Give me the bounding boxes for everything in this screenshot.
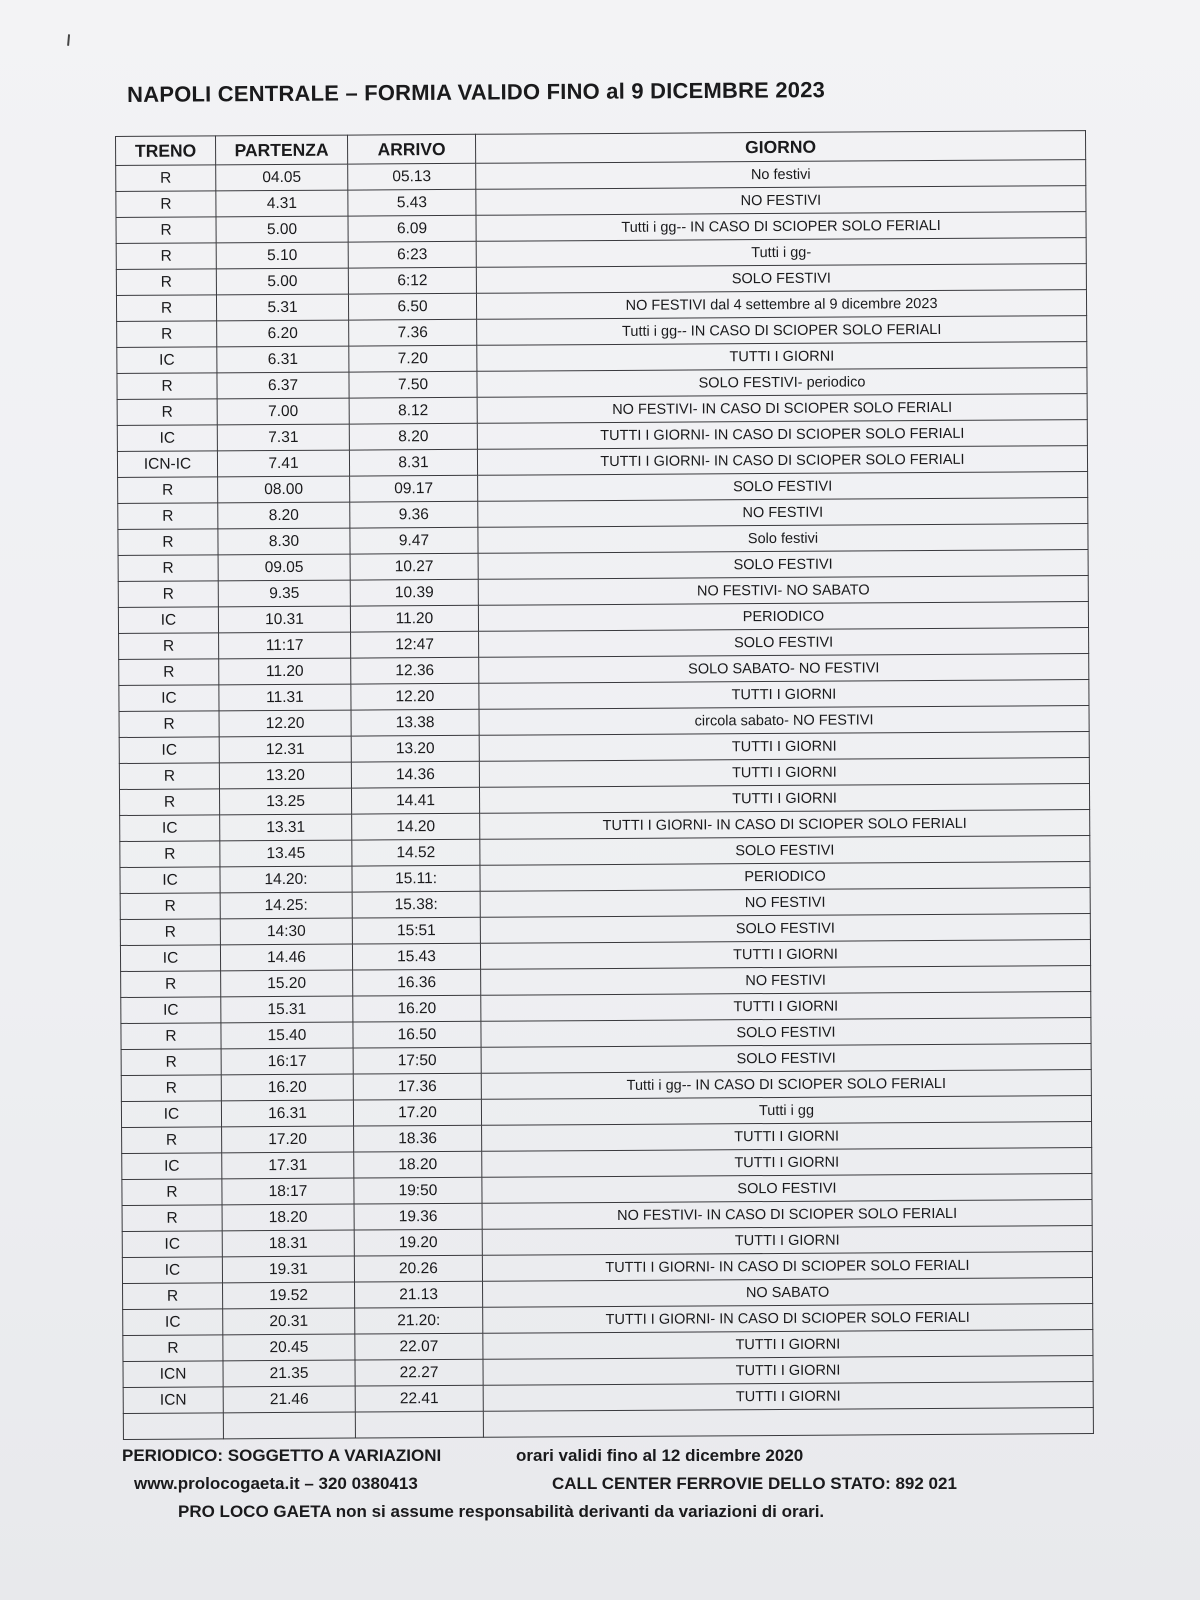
cell-treno: IC bbox=[122, 1231, 222, 1258]
cell-giorno: No festivi bbox=[476, 160, 1086, 190]
cell-treno: IC bbox=[120, 815, 220, 842]
cell-treno: R bbox=[116, 191, 216, 218]
cell-arrivo: 05.13 bbox=[348, 163, 476, 190]
cell-partenza: 14:30 bbox=[220, 918, 352, 945]
cell-treno: R bbox=[120, 919, 220, 946]
cell-treno: R bbox=[118, 529, 218, 556]
cell-arrivo: 5.43 bbox=[348, 189, 476, 216]
cell-partenza: 5.00 bbox=[216, 268, 348, 295]
cell-partenza: 20.31 bbox=[223, 1308, 355, 1335]
cell-giorno: circola sabato- NO FESTIVI bbox=[479, 706, 1089, 736]
cell-treno: IC bbox=[123, 1309, 223, 1336]
cell-giorno: SOLO FESTIVI bbox=[479, 628, 1089, 658]
cell-partenza: 17.20 bbox=[222, 1126, 354, 1153]
cell-arrivo: 14.41 bbox=[351, 787, 479, 814]
call-center: CALL CENTER FERROVIE DELLO STATO: 892 021 bbox=[552, 1474, 957, 1493]
periodico-note: PERIODICO: SOGGETTO A VARIAZIONI bbox=[122, 1446, 442, 1465]
cell-treno: R bbox=[116, 243, 216, 270]
cell-giorno: TUTTI I GIORNI bbox=[479, 784, 1089, 814]
cell-giorno: NO FESTIVI bbox=[476, 186, 1086, 216]
cell-giorno: TUTTI I GIORNI- IN CASO DI SCIOPER SOLO FERIALI bbox=[477, 420, 1087, 450]
cell-arrivo: 13.38 bbox=[351, 709, 479, 736]
cell-giorno: TUTTI I GIORNI- IN CASO DI SCIOPER SOLO FERIALI bbox=[480, 810, 1090, 840]
cell-partenza: 11:17 bbox=[219, 632, 351, 659]
cell-arrivo: 18.36 bbox=[354, 1125, 482, 1152]
timetable bbox=[115, 130, 1094, 1440]
column-header-treno: TRENO bbox=[116, 136, 216, 166]
cell-arrivo: 17.20 bbox=[353, 1099, 481, 1126]
table-row bbox=[123, 1408, 1093, 1440]
cell-treno: IC bbox=[120, 867, 220, 894]
page-title: NAPOLI CENTRALE – FORMIA VALIDO FINO al 9 DICEMBRE 2023 bbox=[127, 77, 826, 107]
cell-arrivo: 7.36 bbox=[349, 319, 477, 346]
cell-arrivo: 6.09 bbox=[348, 215, 476, 242]
cell-partenza: 13.31 bbox=[220, 814, 352, 841]
cell-treno: R bbox=[119, 633, 219, 660]
cell-treno: IC bbox=[119, 737, 219, 764]
cell-giorno: Tutti i gg-- IN CASO DI SCIOPER SOLO FERIALI bbox=[476, 212, 1086, 242]
column-header-arrivo: ARRIVO bbox=[347, 134, 475, 164]
pen-mark: ᐟ bbox=[58, 28, 86, 61]
cell-giorno: TUTTI I GIORNI bbox=[479, 732, 1089, 762]
cell-partenza: 15.40 bbox=[221, 1022, 353, 1049]
cell-partenza: 14.20: bbox=[220, 866, 352, 893]
cell-giorno: SOLO FESTIVI bbox=[476, 264, 1086, 294]
cell-arrivo: 14.20 bbox=[352, 813, 480, 840]
cell-giorno: TUTTI I GIORNI bbox=[483, 1356, 1093, 1386]
cell-treno: R bbox=[117, 399, 217, 426]
cell-giorno: PERIODICO bbox=[478, 602, 1088, 632]
cell-partenza: 17.31 bbox=[222, 1152, 354, 1179]
cell-treno: R bbox=[119, 789, 219, 816]
cell-arrivo: 7.50 bbox=[349, 371, 477, 398]
disclaimer: PRO LOCO GAETA non si assume responsabilità derivanti da variazioni di orari. bbox=[178, 1502, 825, 1521]
cell-partenza: 8.30 bbox=[218, 528, 350, 555]
cell-giorno: TUTTI I GIORNI bbox=[483, 1382, 1093, 1412]
cell-giorno bbox=[483, 1408, 1093, 1438]
cell-treno: IC bbox=[122, 1153, 222, 1180]
cell-giorno: SOLO FESTIVI bbox=[480, 836, 1090, 866]
cell-partenza: 16.20 bbox=[221, 1074, 353, 1101]
cell-giorno: NO FESTIVI- IN CASO DI SCIOPER SOLO FERIALI bbox=[482, 1200, 1092, 1230]
cell-giorno: TUTTI I GIORNI bbox=[482, 1148, 1092, 1178]
cell-giorno: TUTTI I GIORNI bbox=[479, 758, 1089, 788]
cell-partenza: 8.20 bbox=[218, 502, 350, 529]
cell-arrivo: 22.07 bbox=[355, 1333, 483, 1360]
cell-treno: R bbox=[123, 1335, 223, 1362]
cell-treno: R bbox=[121, 971, 221, 998]
cell-treno: R bbox=[120, 841, 220, 868]
cell-treno: R bbox=[120, 893, 220, 920]
cell-arrivo: 15.43 bbox=[352, 943, 480, 970]
cell-arrivo: 6.50 bbox=[348, 293, 476, 320]
cell-treno: R bbox=[122, 1179, 222, 1206]
cell-partenza: 13.45 bbox=[220, 840, 352, 867]
cell-arrivo: 21.20: bbox=[355, 1307, 483, 1334]
cell-arrivo: 21.13 bbox=[355, 1281, 483, 1308]
cell-partenza: 09.05 bbox=[218, 554, 350, 581]
cell-treno: IC bbox=[120, 945, 220, 972]
cell-partenza: 5.00 bbox=[216, 216, 348, 243]
cell-treno: ICN bbox=[123, 1361, 223, 1388]
cell-arrivo: 18.20 bbox=[354, 1151, 482, 1178]
cell-giorno: SOLO FESTIVI- periodico bbox=[477, 368, 1087, 398]
cell-giorno: SOLO FESTIVI bbox=[481, 1018, 1091, 1048]
cell-giorno: SOLO FESTIVI bbox=[478, 550, 1088, 580]
cell-treno: IC bbox=[122, 1257, 222, 1284]
cell-giorno: SOLO FESTIVI bbox=[482, 1174, 1092, 1204]
cell-giorno: SOLO SABATO- NO FESTIVI bbox=[479, 654, 1089, 684]
cell-partenza: 15.20 bbox=[221, 970, 353, 997]
cell-partenza: 04.05 bbox=[216, 164, 348, 191]
cell-giorno: TUTTI I GIORNI bbox=[481, 992, 1091, 1022]
timetable-body bbox=[116, 160, 1094, 1440]
cell-treno: R bbox=[118, 503, 218, 530]
cell-giorno: TUTTI I GIORNI bbox=[482, 1226, 1092, 1256]
cell-giorno: NO FESTIVI dal 4 settembre al 9 dicembre 2023 bbox=[476, 290, 1086, 320]
cell-giorno: TUTTI I GIORNI- IN CASO DI SCIOPER SOLO FERIALI bbox=[482, 1252, 1092, 1282]
cell-arrivo: 20.26 bbox=[354, 1255, 482, 1282]
cell-treno: IC bbox=[121, 997, 221, 1024]
cell-treno bbox=[123, 1413, 223, 1440]
cell-treno: R bbox=[119, 711, 219, 738]
cell-partenza: 7.41 bbox=[217, 450, 349, 477]
cell-arrivo: 17:50 bbox=[353, 1047, 481, 1074]
cell-treno: R bbox=[121, 1023, 221, 1050]
cell-giorno: TUTTI I GIORNI bbox=[482, 1122, 1092, 1152]
cell-arrivo: 19:50 bbox=[354, 1177, 482, 1204]
cell-giorno: TUTTI I GIORNI bbox=[479, 680, 1089, 710]
cell-partenza: 6.37 bbox=[217, 372, 349, 399]
cell-treno: R bbox=[116, 165, 216, 192]
cell-arrivo: 8.31 bbox=[349, 449, 477, 476]
cell-giorno: NO FESTIVI- IN CASO DI SCIOPER SOLO FERIALI bbox=[477, 394, 1087, 424]
cell-giorno: TUTTI I GIORNI bbox=[480, 940, 1090, 970]
cell-arrivo: 6:23 bbox=[348, 241, 476, 268]
cell-arrivo: 6:12 bbox=[348, 267, 476, 294]
cell-treno: R bbox=[117, 321, 217, 348]
cell-giorno: TUTTI I GIORNI- IN CASO DI SCIOPER SOLO FERIALI bbox=[477, 446, 1087, 476]
website-phone: www.prolocogaeta.it – 320 0380413 bbox=[134, 1474, 418, 1493]
cell-giorno: TUTTI I GIORNI bbox=[483, 1330, 1093, 1360]
cell-treno: R bbox=[118, 581, 218, 608]
cell-giorno: Solo festivi bbox=[478, 524, 1088, 554]
cell-arrivo: 16.20 bbox=[353, 995, 481, 1022]
cell-treno: IC bbox=[121, 1101, 221, 1128]
cell-partenza: 13.25 bbox=[219, 788, 351, 815]
column-header-partenza: PARTENZA bbox=[216, 135, 348, 165]
cell-treno: IC bbox=[117, 347, 217, 374]
cell-treno: R bbox=[123, 1283, 223, 1310]
cell-partenza: 12.31 bbox=[219, 736, 351, 763]
cell-partenza: 18:17 bbox=[222, 1178, 354, 1205]
cell-treno: R bbox=[117, 373, 217, 400]
cell-arrivo: 12.20 bbox=[351, 683, 479, 710]
cell-partenza: 7.00 bbox=[217, 398, 349, 425]
cell-partenza: 12.20 bbox=[219, 710, 351, 737]
cell-arrivo: 7.20 bbox=[349, 345, 477, 372]
cell-arrivo: 14.52 bbox=[352, 839, 480, 866]
cell-partenza: 10.31 bbox=[218, 606, 350, 633]
cell-partenza: 5.10 bbox=[216, 242, 348, 269]
cell-giorno: NO FESTIVI bbox=[480, 888, 1090, 918]
cell-partenza: 18.20 bbox=[222, 1204, 354, 1231]
cell-arrivo: 19.36 bbox=[354, 1203, 482, 1230]
cell-partenza: 19.31 bbox=[222, 1256, 354, 1283]
cell-arrivo: 13.20 bbox=[351, 735, 479, 762]
cell-partenza: 08.00 bbox=[218, 476, 350, 503]
cell-partenza: 11.31 bbox=[219, 684, 351, 711]
cell-partenza: 15.31 bbox=[221, 996, 353, 1023]
cell-giorno: NO FESTIVI bbox=[478, 498, 1088, 528]
cell-treno: R bbox=[118, 555, 218, 582]
cell-arrivo: 14.36 bbox=[351, 761, 479, 788]
cell-arrivo: 15.11: bbox=[352, 865, 480, 892]
cell-treno: R bbox=[122, 1205, 222, 1232]
cell-arrivo: 22.27 bbox=[355, 1359, 483, 1386]
cell-treno: ICN bbox=[123, 1387, 223, 1414]
cell-treno: R bbox=[116, 269, 216, 296]
cell-partenza: 13.20 bbox=[219, 762, 351, 789]
cell-arrivo: 16.50 bbox=[353, 1021, 481, 1048]
cell-giorno: SOLO FESTIVI bbox=[478, 472, 1088, 502]
cell-partenza: 20.45 bbox=[223, 1334, 355, 1361]
cell-arrivo: 15:51 bbox=[352, 917, 480, 944]
cell-treno: R bbox=[116, 295, 216, 322]
cell-partenza: 14.25: bbox=[220, 892, 352, 919]
cell-partenza: 16:17 bbox=[221, 1048, 353, 1075]
cell-arrivo: 11.20 bbox=[350, 605, 478, 632]
cell-giorno: NO FESTIVI- NO SABATO bbox=[478, 576, 1088, 606]
cell-arrivo: 22.41 bbox=[355, 1385, 483, 1412]
cell-treno: IC bbox=[117, 425, 217, 452]
cell-arrivo: 12:47 bbox=[351, 631, 479, 658]
cell-arrivo: 10.39 bbox=[350, 579, 478, 606]
column-header-giorno: GIORNO bbox=[475, 131, 1085, 164]
cell-partenza: 9.35 bbox=[218, 580, 350, 607]
cell-giorno: Tutti i gg-- IN CASO DI SCIOPER SOLO FERIALI bbox=[477, 316, 1087, 346]
cell-giorno: SOLO FESTIVI bbox=[480, 914, 1090, 944]
cell-giorno: Tutti i gg bbox=[481, 1096, 1091, 1126]
cell-giorno: TUTTI I GIORNI bbox=[477, 342, 1087, 372]
cell-giorno: TUTTI I GIORNI- IN CASO DI SCIOPER SOLO FERIALI bbox=[483, 1304, 1093, 1334]
cell-arrivo: 16.36 bbox=[353, 969, 481, 996]
cell-partenza: 19.52 bbox=[223, 1282, 355, 1309]
cell-partenza: 14.46 bbox=[220, 944, 352, 971]
cell-partenza: 4.31 bbox=[216, 190, 348, 217]
cell-arrivo bbox=[355, 1411, 483, 1438]
cell-giorno: SOLO FESTIVI bbox=[481, 1044, 1091, 1074]
cell-giorno: Tutti i gg- bbox=[476, 238, 1086, 268]
cell-partenza: 11.20 bbox=[219, 658, 351, 685]
cell-treno: IC bbox=[119, 685, 219, 712]
cell-treno: R bbox=[116, 217, 216, 244]
cell-partenza: 16.31 bbox=[221, 1100, 353, 1127]
cell-giorno: PERIODICO bbox=[480, 862, 1090, 892]
cell-arrivo: 9.36 bbox=[350, 501, 478, 528]
cell-treno: R bbox=[119, 763, 219, 790]
cell-giorno: NO FESTIVI bbox=[481, 966, 1091, 996]
cell-arrivo: 9.47 bbox=[350, 527, 478, 554]
cell-treno: R bbox=[121, 1049, 221, 1076]
cell-partenza: 18.31 bbox=[222, 1230, 354, 1257]
cell-partenza: 7.31 bbox=[217, 424, 349, 451]
cell-treno: R bbox=[118, 477, 218, 504]
cell-arrivo: 17.36 bbox=[353, 1073, 481, 1100]
cell-giorno: Tutti i gg-- IN CASO DI SCIOPER SOLO FERIALI bbox=[481, 1070, 1091, 1100]
cell-arrivo: 15.38: bbox=[352, 891, 480, 918]
cell-giorno: NO SABATO bbox=[483, 1278, 1093, 1308]
cell-arrivo: 19.20 bbox=[354, 1229, 482, 1256]
cell-partenza bbox=[223, 1412, 355, 1439]
cell-arrivo: 8.20 bbox=[349, 423, 477, 450]
cell-arrivo: 12.36 bbox=[351, 657, 479, 684]
cell-arrivo: 09.17 bbox=[350, 475, 478, 502]
cell-partenza: 6.20 bbox=[217, 320, 349, 347]
cell-treno: R bbox=[122, 1127, 222, 1154]
cell-partenza: 21.46 bbox=[223, 1386, 355, 1413]
cell-treno: R bbox=[121, 1075, 221, 1102]
cell-treno: IC bbox=[118, 607, 218, 634]
cell-partenza: 5.31 bbox=[216, 294, 348, 321]
cell-arrivo: 10.27 bbox=[350, 553, 478, 580]
validity-note: orari validi fino al 12 dicembre 2020 bbox=[516, 1446, 804, 1465]
cell-partenza: 21.35 bbox=[223, 1360, 355, 1387]
cell-treno: ICN-IC bbox=[117, 451, 217, 478]
cell-arrivo: 8.12 bbox=[349, 397, 477, 424]
cell-treno: R bbox=[119, 659, 219, 686]
cell-partenza: 6.31 bbox=[217, 346, 349, 373]
